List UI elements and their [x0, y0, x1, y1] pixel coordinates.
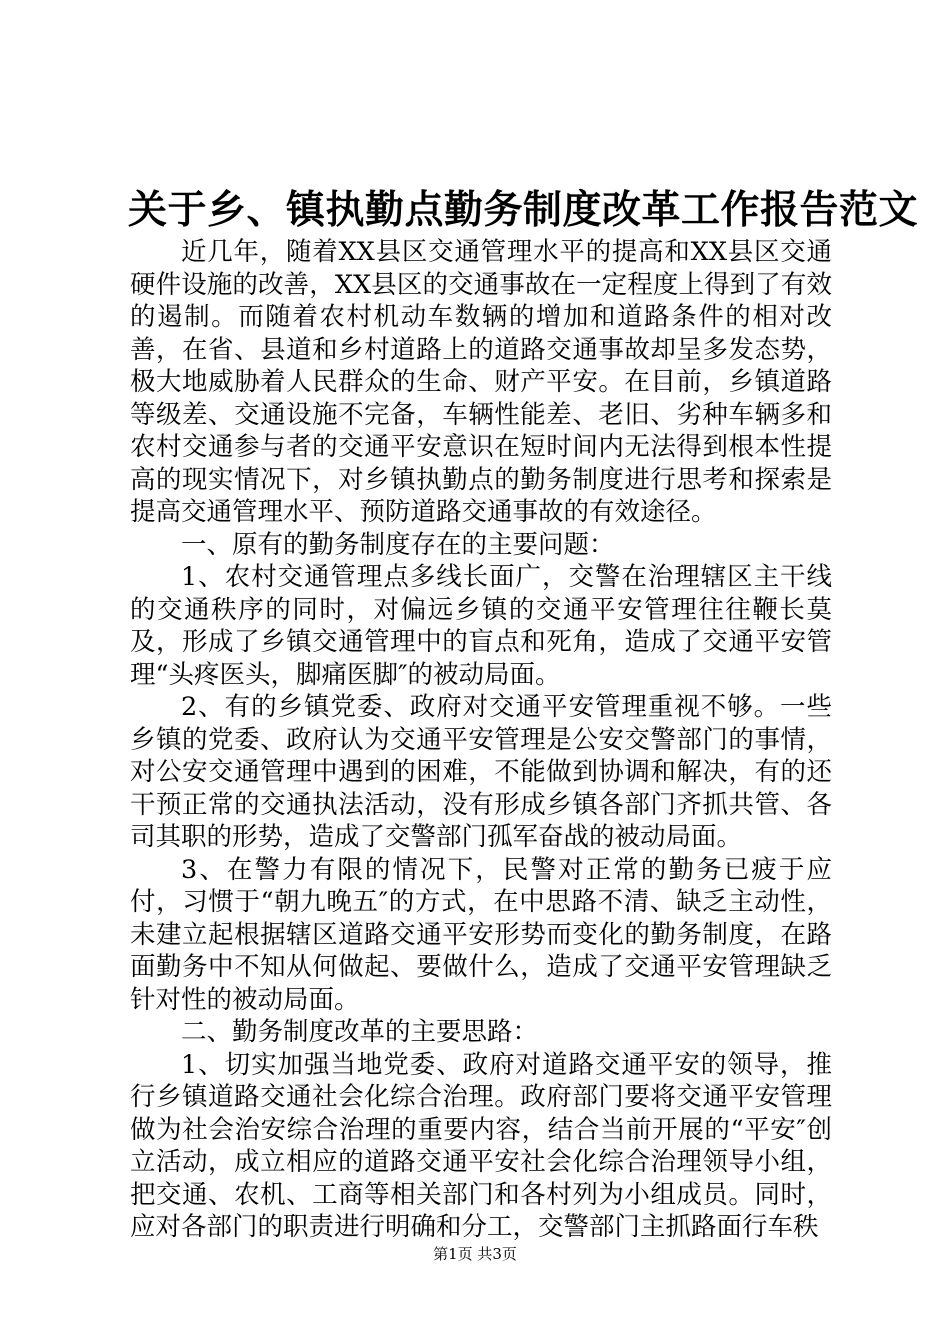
- page-footer: 第1页 共3页: [433, 1245, 517, 1263]
- document-body: [130, 236, 832, 1244]
- paragraph-reform-1: 1、切实加强当地党委、政府对道路交通平安的领导，推行乡镇道路交通社会化综合治理。政府部门要将交通平安管理做为社会治安综合治理的重要内容，结合当前开展的“平安″创立活动，成立相应的道路交通平安社会化综合治理领导小组，把交通、农机、工商等相关部门和各村列为小组成员。同时，应对各部门的职责进行明确和分工，交警部门主抓路面行车秩: [130, 1049, 832, 1242]
- paragraph-intro: 近几年，随着XX县区交通管理水平的提高和XX县区交通硬件设施的改善，XX县区的交通事故在一定程度上得到了有效的遏制。而随着农村机动车数辆的增加和道路条件的相对改善，在省、县道和乡村道路上的道路交通事故却呈多发态势，极大地威胁着人民群众的生命、财产平安。在目前，乡镇道路等级差、交通设施不完备，车辆性能差、老旧、劣种车辆多和农村交通参与者的交通平安意识在短时间内无法得到根本性提高的现实情况下，对乡镇执勤点的勤务制度进行思考和探索是提高交通管理水平、预防道路交通事故的有效途径。: [130, 237, 832, 527]
- paragraph-problem-2: 2、有的乡镇党委、政府对交通平安管理重视不够。一些乡镇的党委、政府认为交通平安管理是公安交警部门的事情，对公安交通管理中遇到的困难，不能做到协调和解决，有的还干预正常的交通执法活动，没有形成乡镇各部门齐抓共管、各司其职的形势，造成了交警部门孤军奋战的被动局面。: [130, 692, 832, 852]
- section-heading-reform: 二、勤务制度改革的主要思路：: [181, 1017, 539, 1047]
- document-title: 关于乡、镇执勤点勤务制度改革工作报告范文: [128, 187, 919, 233]
- section-heading-problems: 一、原有的勤务制度存在的主要问题：: [181, 529, 615, 560]
- paragraph-problem-1: 1、农村交通管理点多线长面广，交警在治理辖区主干线的交通秩序的同时，对偏远乡镇的交通平安管理往往鞭长莫及，形成了乡镇交通管理中的盲点和死角，造成了交通平安管理“头疼医头，脚痛医脚″的被动局面。: [130, 562, 832, 690]
- paragraph-problem-3: 3、在警力有限的情况下，民警对正常的勤务已疲于应付，习惯于“朝九晚五″的方式，在中思路不清、缺乏主动性，未建立起根据辖区道路交通平安形势而变化的勤务制度，在路面勤务中不知从何做起、要做什么，造成了交通平安管理缺乏针对性的被动局面。: [130, 854, 832, 1015]
